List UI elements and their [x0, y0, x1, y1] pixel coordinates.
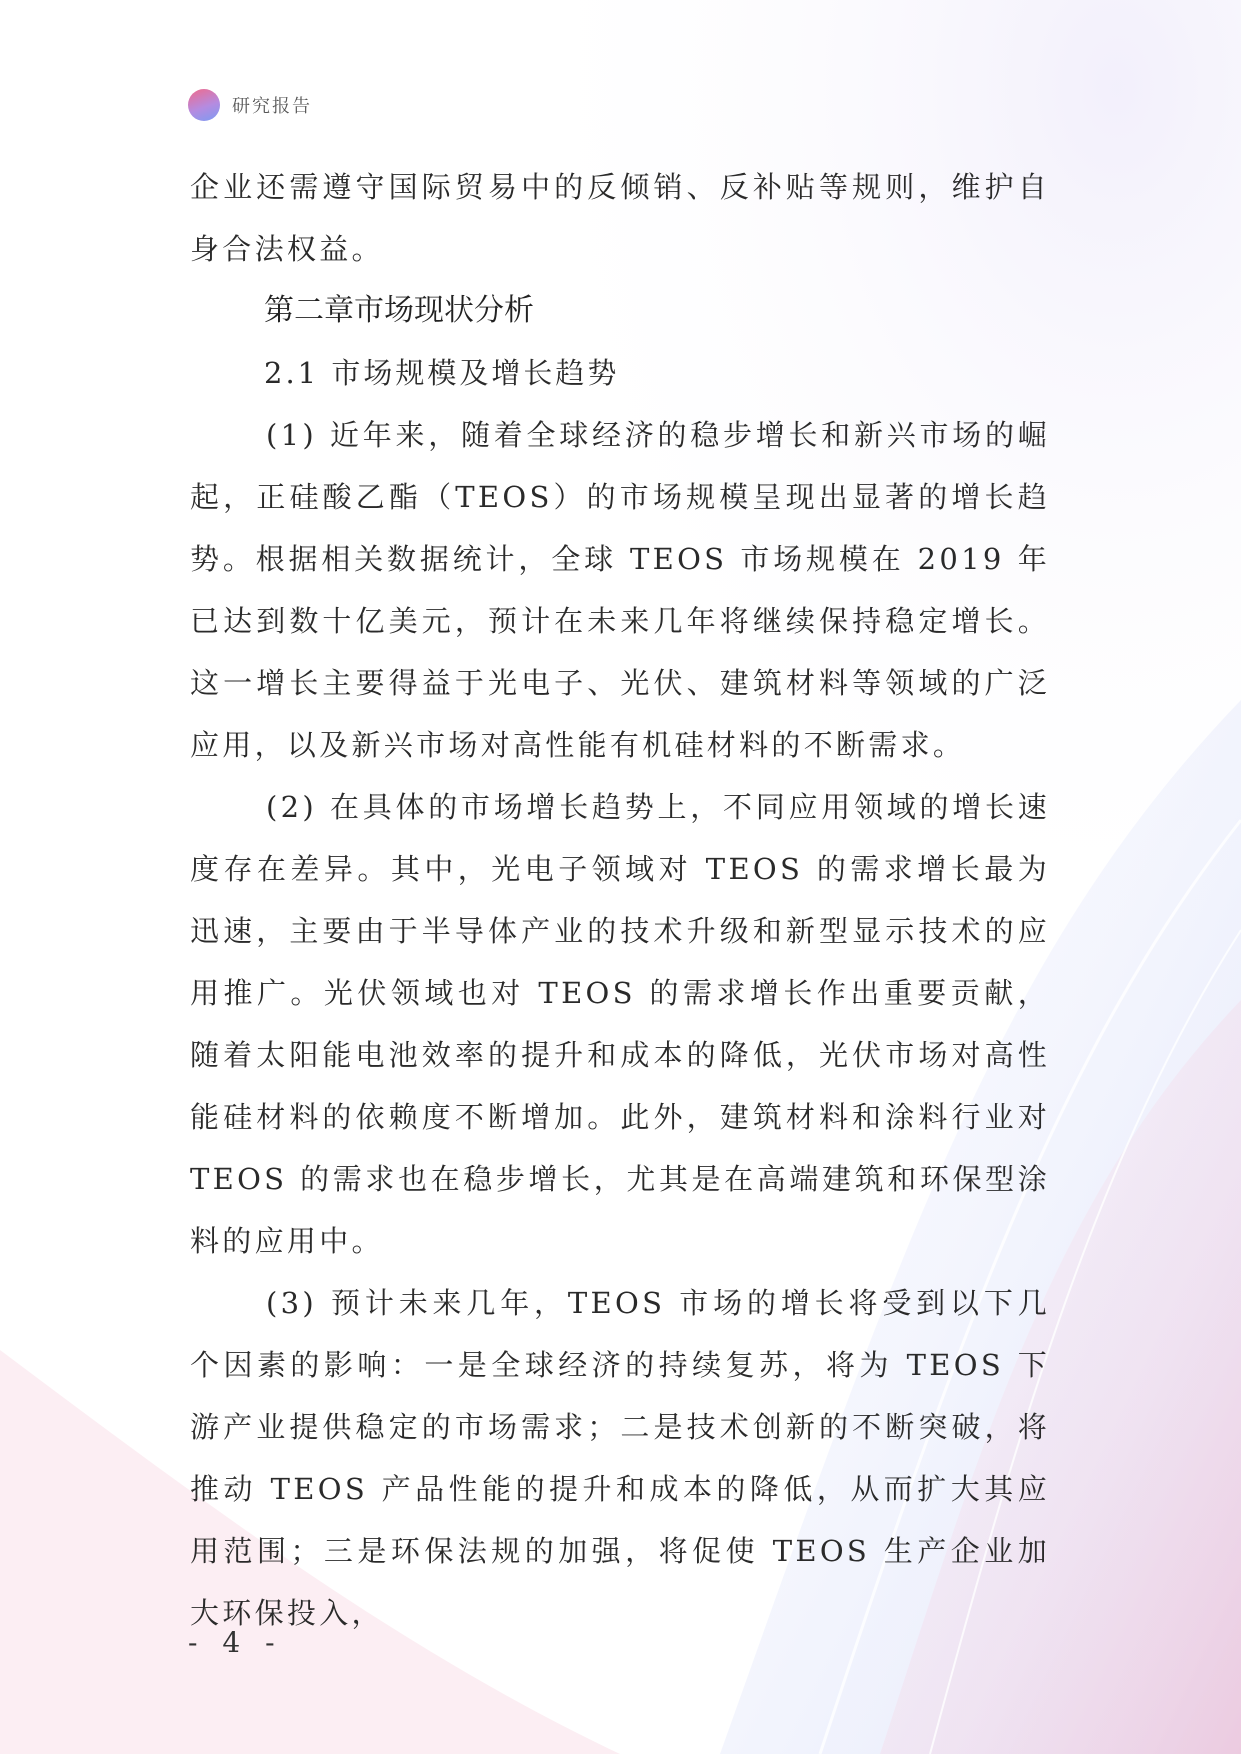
report-header [188, 88, 312, 122]
section-title: 2.1 市场规模及增长趋势 [264, 356, 620, 390]
paragraph-3: (3) 预计未来几年，TEOS 市场的增长将受到以下几个因素的影响：一是全球经济的持续复苏，将为 TEOS 下游产业提供稳定的市场需求；二是技术创新的不断突破，将推动 TEOS 产品性能的提升和成本的降低，从而扩大其应用范围；三是环保法规的加强，将促使 TEOS 生产企业加大环保投入， [190, 1286, 1050, 1630]
logo-circle-icon [188, 89, 220, 121]
document-body [190, 156, 1050, 1644]
paragraph-1: (1) 近年来，随着全球经济的稳步增长和新兴市场的崛起，正硅酸乙酯（TEOS）的市场规模呈现出显著的增长趋势。根据相关数据统计，全球 TEOS 市场规模在 2019 年已达到数十亿美元，预计在未来几年将继续保持稳定增长。这一增长主要得益于光电子、光伏、建筑材料等领域的广泛应用，以及新兴市场对高性能有机硅材料的不断需求。 [190, 418, 1050, 762]
page-number: - 4 - [188, 1626, 283, 1659]
paragraph-2: (2) 在具体的市场增长趋势上，不同应用领域的增长速度存在差异。其中，光电子领域对 TEOS 的需求增长最为迅速，主要由于半导体产业的技术升级和新型显示技术的应用推广。光伏领域也对 TEOS 的需求增长作出重要贡献，随着太阳能电池效率的提升和成本的降低，光伏市场对高性能硅材料的依赖度不断增加。此外，建筑材料和涂料行业对 TEOS 的需求也在稳步增长，尤其是在高端建筑和环保型涂料的应用中。 [190, 790, 1050, 1258]
paragraph-continuation: 企业还需遵守国际贸易中的反倾销、反补贴等规则，维护自身合法权益。 [190, 170, 1050, 266]
chapter-title: 第二章市场现状分析 [264, 293, 534, 328]
header-label: 研究报告 [232, 96, 312, 117]
